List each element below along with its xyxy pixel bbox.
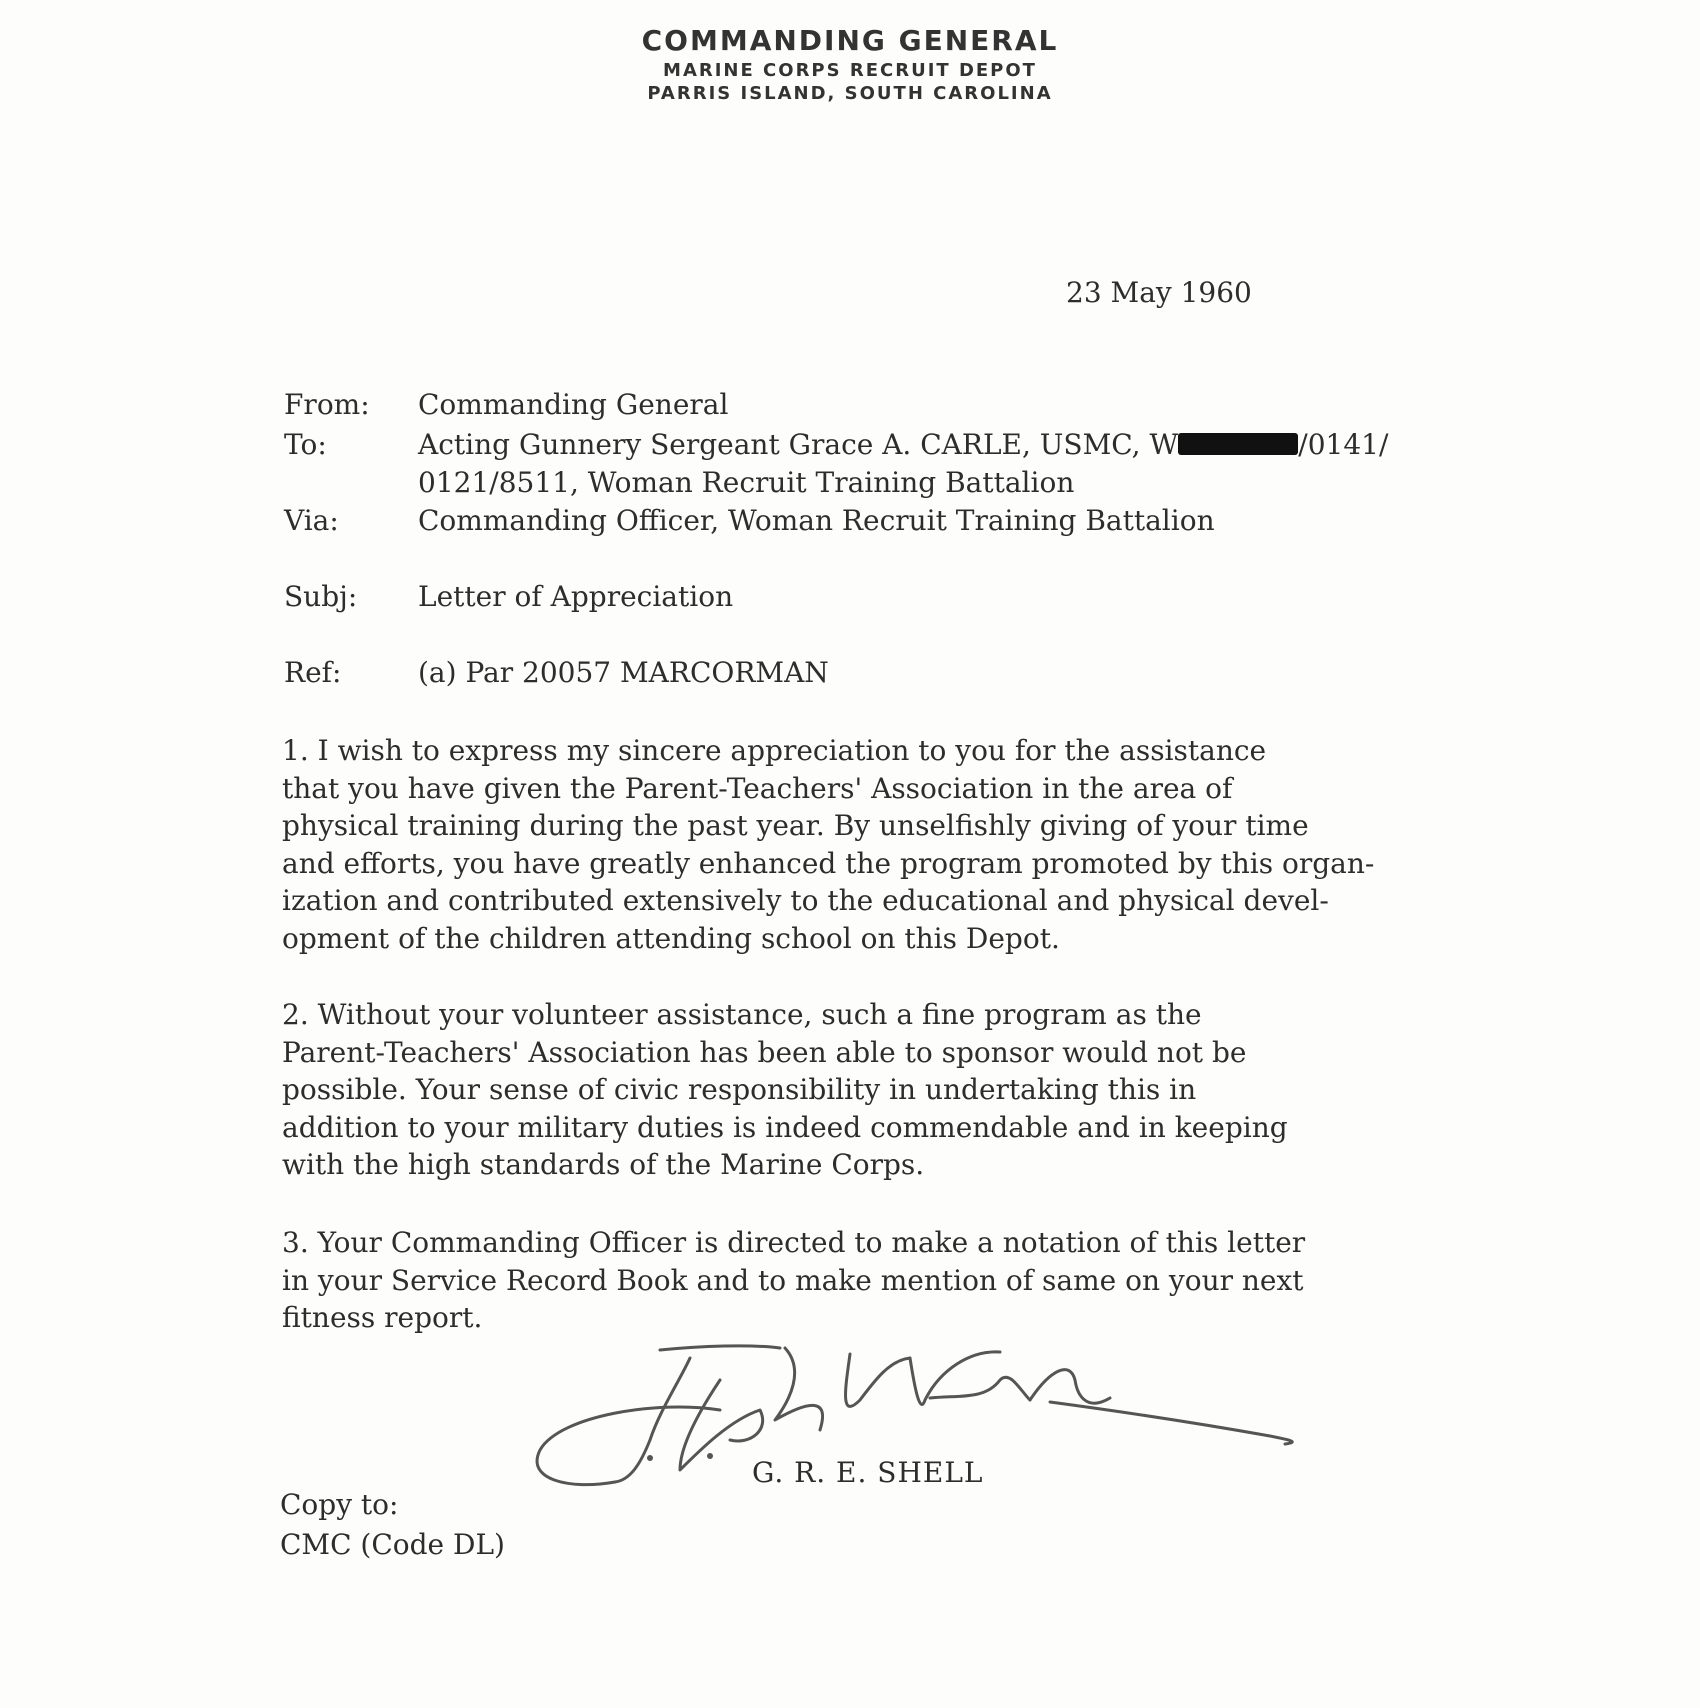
paragraph-line: 2. Without your volunteer assistance, such a fine program as the [282,998,1202,1031]
to-label: To: [284,428,327,461]
via-label: Via: [284,504,339,537]
letterhead-depot: MARINE CORPS RECRUIT DEPOT [663,60,1037,81]
paragraph-line: physical training during the past year. By unselfishly giving of your time [282,809,1309,843]
paragraph-line: 3. Your Commanding Officer is directed to make a notation of this letter [282,1226,1306,1259]
redaction-bar [1178,433,1298,455]
paragraph-line: fitness report. [282,1301,483,1335]
to-value-line1 [418,428,1388,461]
ref-value: (a) Par 20057 MARCORMAN [418,656,829,689]
paragraph-line: Parent-Teachers' Association has been able to sponsor would not be [282,1035,1247,1069]
paragraph-line: opment of the children attending school on this Depot. [282,921,1060,955]
paragraph-line: that you have given the Parent-Teachers' Association in the area of [282,771,1233,805]
letterhead-title: COMMANDING GENERAL [641,24,1059,57]
ref-label: Ref: [284,656,342,689]
from-label: From: [284,388,370,421]
paragraph-line: ization and contributed extensively to the educational and physical devel- [282,884,1329,918]
subj-label: Subj: [284,580,358,613]
subj-value: Letter of Appreciation [418,580,734,613]
letterhead-location: PARRIS ISLAND, SOUTH CAROLINA [647,83,1053,104]
paragraph-line: and efforts, you have greatly enhanced the program promoted by this organ- [282,846,1375,880]
from-value: Commanding General [418,388,729,421]
to-recipient: Acting Gunnery Sergeant Grace A. CARLE, USMC, W [418,428,1179,461]
paragraph-line: addition to your military duties is indeed commendable and in keeping [282,1110,1288,1144]
via-value: Commanding Officer, Woman Recruit Training Battalion [418,504,1215,537]
paragraph-3 [282,1224,1305,1337]
letter-date: 23 May 1960 [1066,276,1252,309]
paragraph-1 [282,732,1374,958]
paragraph-2 [282,996,1288,1184]
copy-to-label: Copy to: [280,1488,399,1521]
to-codes: /0141/ [1298,428,1389,461]
paragraph-line: possible. Your sense of civic responsibility in undertaking this in [282,1073,1197,1107]
paragraph-line: 1. I wish to express my sincere appreciation to you for the assistance [282,734,1267,767]
copy-to-recipient: CMC (Code DL) [280,1528,505,1561]
paragraph-line: with the high standards of the Marine Corps. [282,1148,925,1182]
paragraph-line: in your Service Record Book and to make mention of same on your next [282,1263,1304,1297]
signer-name: G. R. E. SHELL [752,1456,984,1489]
to-value-line2: 0121/8511, Woman Recruit Training Battalion [418,466,1075,499]
